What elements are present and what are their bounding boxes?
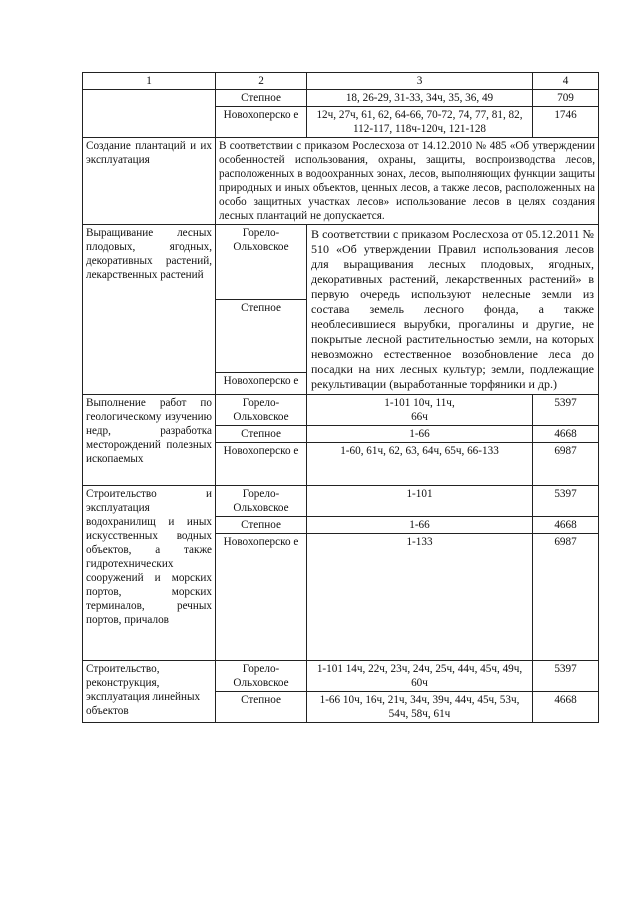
table-row [83,486,599,517]
forestry-cell: Степное [216,90,307,107]
table-row [83,90,599,107]
forestry-cell: Степное [216,426,307,443]
area-cell: 6987 [533,443,599,486]
forestry-cell: Новохоперско е [216,534,307,661]
forestry-cell: Степное [216,517,307,534]
header-cell: 2 [216,73,307,90]
quarters-cell: 1-101 [307,486,533,517]
area-cell: 6987 [533,534,599,661]
forestry-cell: Горело-Ольховское [216,225,307,300]
quarters-cell: 12ч, 27ч, 61, 62, 64-66, 70-72, 74, 77, 81, 82, 112-117, 118ч-120ч, 121-128 [307,107,533,138]
table-row [83,138,599,225]
table-row [83,225,599,300]
merged-note-cell: В соответствии с приказом Рослесхоза от 05.12.2011 № 510 «Об утверждении Правил использования лесов для выращивания лесных плодовых, ягодных, декоративных растений, лекарственных растений» в первую очередь используют нелесные земли из состава земель лесного фонда, а также необлесившиеся вырубки, прогалины и другие, не покрытые лесной растительностью земли, на которых невозможно естественное возобновление леса до посадки на них лесных культур; земли, подлежащие рекультивации (выработанные торфяники и др.) [307,225,599,395]
quarters-cell: 1-66 10ч, 16ч, 21ч, 34ч, 39ч, 44ч, 45ч, 53ч, 54ч, 58ч, 61ч [307,692,533,723]
quarters-cell: 1-60, 61ч, 62, 63, 64ч, 65ч, 66-133 [307,443,533,486]
area-cell: 5397 [533,486,599,517]
header-cell: 1 [83,73,216,90]
quarters-cell: 18, 26-29, 31-33, 34ч, 35, 36, 49 [307,90,533,107]
quarters-cell: 1-66 [307,517,533,534]
area-cell: 1746 [533,107,599,138]
forestry-cell: Новохоперско е [216,107,307,138]
forestry-cell: Горело-Ольховское [216,661,307,692]
activity-cell: Создание плантаций и их эксплуатация [83,138,216,225]
forestry-cell: Новохоперско е [216,443,307,486]
forestry-cell: Горело-Ольховское [216,395,307,426]
forestry-cell: Степное [216,692,307,723]
area-cell: 5397 [533,395,599,426]
forestry-cell: Степное [216,300,307,373]
header-cell: 3 [307,73,533,90]
table-row [83,395,599,426]
activity-cell: Строительство и эксплуатация водохранилищ и иных искусственных водных объектов, а также гидротехнических сооружений и морских портов, морских терминалов, речных портов, причалов [83,486,216,661]
activity-cell [83,90,216,138]
quarters-cell: 1-101 14ч, 22ч, 23ч, 24ч, 25ч, 44ч, 45ч, 49ч, 60ч [307,661,533,692]
area-cell: 4668 [533,426,599,443]
forestry-cell: Горело-Ольховское [216,486,307,517]
forestry-cell: Новохоперско е [216,373,307,395]
area-cell: 4668 [533,517,599,534]
quarters-cell: 1-133 [307,534,533,661]
area-cell: 4668 [533,692,599,723]
merged-note-cell: В соответствии с приказом Рослесхоза от 14.12.2010 № 485 «Об утверждении особенностей использования, охраны, защиты, воспроизводства лесов, расположенных в водоохранных зонах, лесов, выполняющих функции защиты природных и иных объектов, ценных лесов, а также лесов, расположенных на особо защитных участках лесов» использование лесов в целях создания лесных плантаций не допускается. [216,138,599,225]
forest-use-table [82,72,599,723]
quarters-cell: 1-101 10ч, 11ч, 66ч [307,395,533,426]
area-cell: 5397 [533,661,599,692]
header-cell: 4 [533,73,599,90]
activity-cell: Строительство, реконструкция, эксплуатация линейных объектов [83,661,216,723]
activity-cell: Выращивание лесных плодовых, ягодных, декоративных растений, лекарственных растений [83,225,216,395]
area-cell: 709 [533,90,599,107]
quarters-cell: 1-66 [307,426,533,443]
activity-cell: Выполнение работ по геологическому изучению недр, разработка месторождений полезных ископаемых [83,395,216,486]
table-row [83,661,599,692]
header-row [83,73,599,90]
